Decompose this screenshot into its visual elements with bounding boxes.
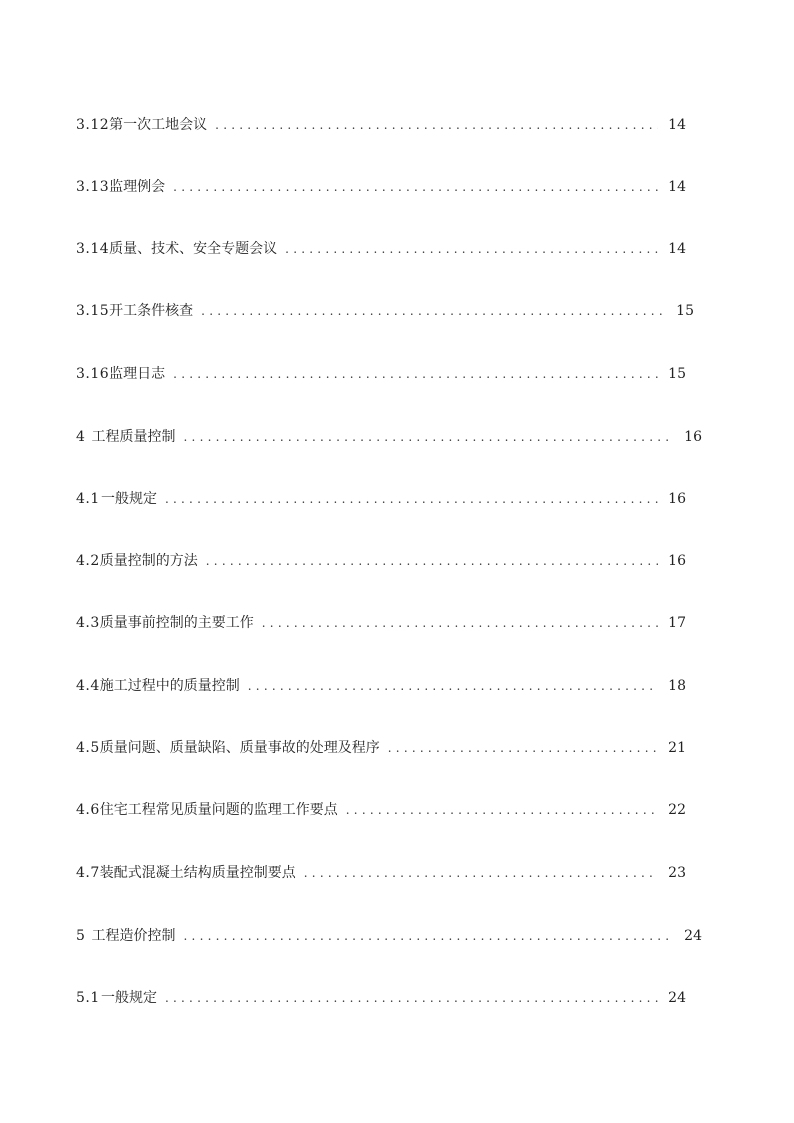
toc-entry-page: 15 <box>676 303 694 319</box>
toc-entry-page: 15 <box>668 366 686 382</box>
toc-entry-page: 16 <box>684 429 702 445</box>
toc-entry-title: 工程造价控制 <box>91 928 176 944</box>
toc-entry-page: 24 <box>684 928 702 944</box>
toc-entry-page: 23 <box>668 865 686 881</box>
toc-entry[interactable] <box>76 488 686 510</box>
toc-entry-number: 5.1 <box>76 990 100 1006</box>
toc-entry[interactable] <box>76 675 686 697</box>
toc-leader-dots <box>388 737 658 759</box>
toc-leader-dots <box>346 799 658 821</box>
toc-entry[interactable] <box>76 737 686 759</box>
toc-entry-number: 4.4 <box>76 678 100 694</box>
toc-entry[interactable] <box>76 550 686 572</box>
toc-leader-dots <box>206 550 658 572</box>
toc-leader-dots <box>184 925 675 947</box>
toc-entry-number: 4.3 <box>76 615 100 631</box>
toc-leader-dots <box>184 426 675 448</box>
toc-entry-title: 一般规定 <box>100 990 157 1006</box>
toc-entry-number: 3.13 <box>76 179 110 195</box>
toc-entry-number: 3.16 <box>76 366 110 382</box>
toc-entry-number: 4.1 <box>76 491 100 507</box>
toc-entry[interactable] <box>76 612 686 634</box>
toc-entry-title: 监理例会 <box>109 179 166 195</box>
toc-leader-dots <box>173 176 658 198</box>
toc-entry-title: 一般规定 <box>100 491 157 507</box>
toc-entry-page: 17 <box>668 615 686 631</box>
toc-entry-number: 3.12 <box>76 117 110 133</box>
toc-leader-dots <box>215 114 658 136</box>
toc-entry-page: 18 <box>668 678 686 694</box>
toc-entry-page: 21 <box>668 740 686 756</box>
toc-entry[interactable] <box>76 987 686 1009</box>
toc-entry-page: 16 <box>668 553 686 569</box>
toc-entry-title: 监理日志 <box>109 366 166 382</box>
toc-entry-title: 开工条件核查 <box>109 303 194 319</box>
toc-entry-page: 14 <box>668 241 686 257</box>
toc-leader-dots <box>304 862 658 884</box>
toc-entry-number: 4.2 <box>76 553 100 569</box>
toc-entry-number: 4.5 <box>76 740 100 756</box>
toc-entry-page: 14 <box>668 117 686 133</box>
toc-entry-page: 16 <box>668 491 686 507</box>
toc-entry[interactable] <box>76 300 694 322</box>
toc-entry[interactable] <box>76 862 686 884</box>
toc-entry-page: 14 <box>668 179 686 195</box>
toc-leader-dots <box>165 488 658 510</box>
toc-leader-dots <box>173 363 658 385</box>
toc-entry-number: 4.7 <box>76 865 100 881</box>
toc-entry-number: 3.14 <box>76 241 110 257</box>
toc-entry[interactable] <box>76 176 686 198</box>
toc-leader-dots <box>165 987 658 1009</box>
toc-entry-title: 第一次工地会议 <box>109 117 208 133</box>
toc-entry-page: 22 <box>668 802 686 818</box>
toc-entry[interactable] <box>76 363 686 385</box>
toc-entry-title: 质量、技术、安全专题会议 <box>109 241 278 257</box>
toc-leader-dots <box>285 238 658 260</box>
toc-entry-title: 住宅工程常见质量问题的监理工作要点 <box>99 802 338 818</box>
toc-entry-number: 3.15 <box>76 303 110 319</box>
toc-entry-title: 质量事前控制的主要工作 <box>99 615 254 631</box>
toc-entry-page: 24 <box>668 990 686 1006</box>
toc-entry[interactable] <box>76 799 686 821</box>
toc-leader-dots <box>201 300 666 322</box>
toc-entry-title: 质量控制的方法 <box>99 553 198 569</box>
toc-leader-dots <box>248 675 658 697</box>
toc-entry-number: 5 <box>76 928 86 944</box>
toc-entry-title: 施工过程中的质量控制 <box>99 678 240 694</box>
toc-entry-title: 工程质量控制 <box>91 429 176 445</box>
toc-entry[interactable] <box>76 925 702 947</box>
toc-entry-title: 装配式混凝土结构质量控制要点 <box>99 865 296 881</box>
toc-entry-number: 4.6 <box>76 802 100 818</box>
toc-leader-dots <box>262 612 658 634</box>
toc-entry[interactable] <box>76 426 702 448</box>
toc-entry[interactable] <box>76 238 686 260</box>
toc-entry[interactable] <box>76 114 686 136</box>
toc-entry-number: 4 <box>76 429 86 445</box>
toc-entry-title: 质量问题、质量缺陷、质量事故的处理及程序 <box>99 740 380 756</box>
